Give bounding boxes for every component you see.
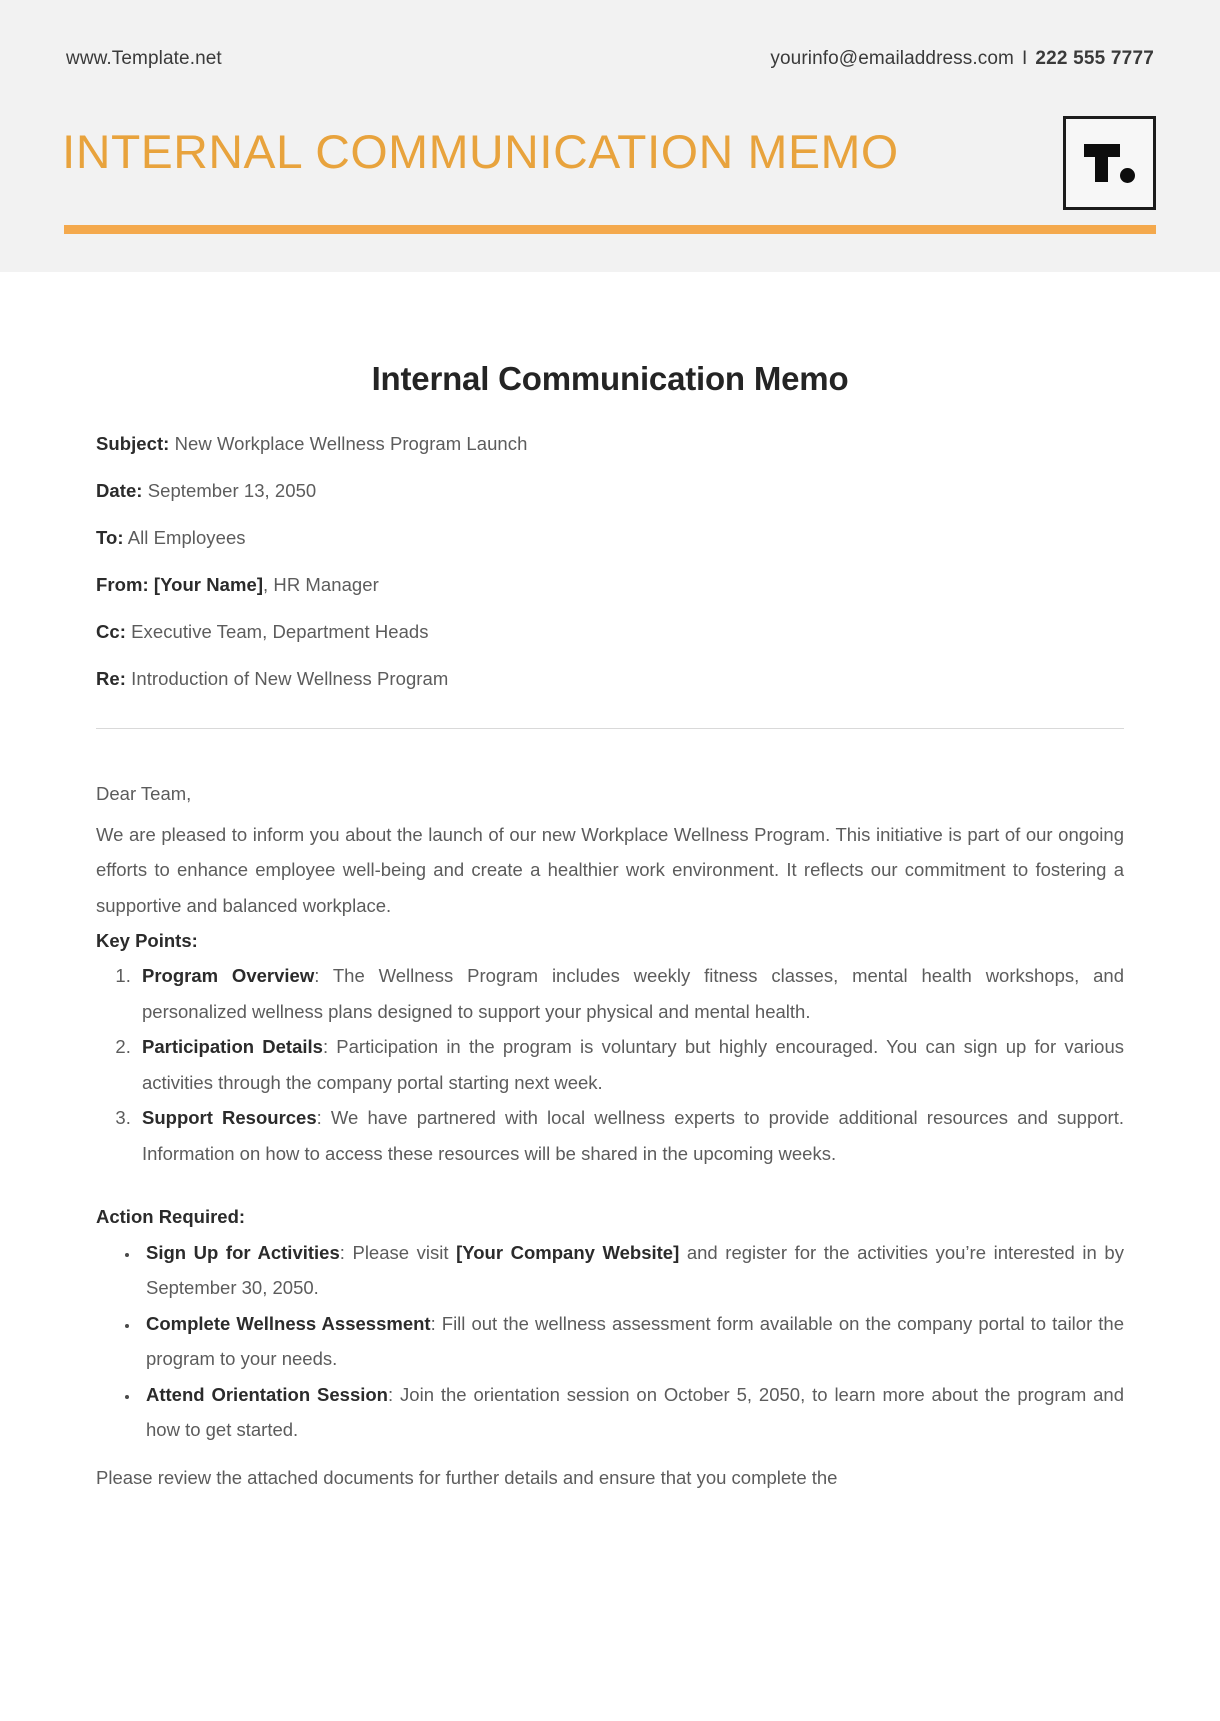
website-url: www.Template.net	[66, 48, 222, 69]
action-item-term: Attend Orientation Session	[146, 1383, 388, 1405]
intro-paragraph: We are pleased to inform you about the launch of our new Workplace Wellness Program. This initiative is part of our ongoing efforts to enhance employee well-being and create a healthier work environment. It reflects our commitment to fostering a supportive and balanced workplace.	[96, 823, 1124, 916]
memo-metadata-list	[96, 432, 1124, 692]
contact-phone: 222 555 7777	[1035, 48, 1154, 69]
meta-value-to: All Employees	[127, 526, 246, 548]
meta-label-to: To:	[96, 526, 124, 548]
page-title: Internal Communication Memo	[371, 360, 849, 397]
document-header-band	[0, 0, 1220, 272]
key-point-term: Program Overview	[142, 965, 315, 987]
logo-t-dot-icon	[1082, 138, 1138, 188]
meta-row-cc	[96, 620, 1124, 645]
document-body	[0, 360, 1220, 1495]
contact-email: yourinfo@emailaddress.com	[770, 48, 1014, 69]
meta-value-from-name: [Your Name]	[153, 573, 264, 595]
action-items-list	[126, 1235, 1124, 1448]
list-item	[140, 1235, 1124, 1306]
key-point-term: Participation Details	[142, 1036, 323, 1058]
action-required-heading: Action Required:	[96, 1206, 246, 1228]
key-point-text: : We have partnered with local wellness experts to provide additional resources and support. Information on how to access these resources will be shared in the upcoming weeks.	[142, 1107, 1124, 1164]
meta-row-to	[96, 526, 1124, 551]
salutation: Dear Team,	[96, 782, 192, 804]
meta-value-re: Introduction of New Wellness Program	[131, 667, 449, 689]
meta-label-from: From:	[96, 573, 149, 595]
list-item	[140, 1377, 1124, 1448]
logo-t-stem	[1095, 144, 1108, 182]
key-point-text: : Participation in the program is voluntary but highly encouraged. You can sign up for various activities through the company portal starting next week.	[142, 1036, 1124, 1093]
action-item-text-before: : Join the orientation session on October 5, 2050, to learn more about the program and how to get started.	[146, 1383, 1125, 1441]
action-item-term: Complete Wellness Assessment	[146, 1312, 431, 1334]
meta-value-date: September 13, 2050	[147, 479, 317, 501]
meta-row-subject	[96, 432, 1124, 457]
meta-row-from	[96, 573, 1124, 598]
action-item-text-before: : Please visit	[339, 1241, 457, 1263]
header-accent-rule	[64, 225, 1156, 234]
header-contact-row	[66, 48, 1154, 70]
meta-label-cc: Cc:	[96, 620, 126, 642]
list-item	[140, 1306, 1124, 1377]
brand-logo	[1063, 116, 1156, 210]
action-item-term: Sign Up for Activities	[146, 1241, 340, 1263]
contact-separator: I	[1021, 48, 1028, 69]
list-item	[136, 958, 1124, 1029]
action-item-text-after: and register for the activities you’re interested in by September 30, 2050.	[146, 1241, 1124, 1299]
action-item-emphasis: [Your Company Website]	[456, 1241, 680, 1263]
logo-period-dot	[1120, 168, 1135, 183]
meta-row-date	[96, 479, 1124, 504]
key-points-heading: Key Points:	[96, 930, 198, 952]
header-contact-info	[770, 48, 1154, 70]
key-point-term: Support Resources	[142, 1107, 317, 1129]
key-point-text: : The Wellness Program includes weekly fitness classes, mental health workshops, and personalized wellness plans designed to support your physical and mental health.	[142, 965, 1124, 1022]
banner-title: INTERNAL COMMUNICATION MEMO	[62, 125, 899, 178]
action-item-text-before: : Fill out the wellness assessment form available on the company portal to tailor the program to your needs.	[146, 1312, 1125, 1370]
section-divider	[96, 728, 1124, 729]
key-points-list	[122, 958, 1124, 1171]
list-item	[136, 1029, 1124, 1100]
meta-label-date: Date:	[96, 479, 143, 501]
meta-value-subject: New Workplace Wellness Program Launch	[174, 433, 528, 454]
meta-label-re: Re:	[96, 667, 126, 689]
meta-label-subject: Subject:	[96, 433, 170, 454]
meta-row-re	[96, 667, 1124, 692]
closing-paragraph: Please review the attached documents for further details and ensure that you complete the	[96, 1466, 838, 1488]
list-item	[136, 1100, 1124, 1171]
meta-value-cc: Executive Team, Department Heads	[131, 620, 429, 642]
meta-value-from-role: , HR Manager	[263, 573, 379, 595]
